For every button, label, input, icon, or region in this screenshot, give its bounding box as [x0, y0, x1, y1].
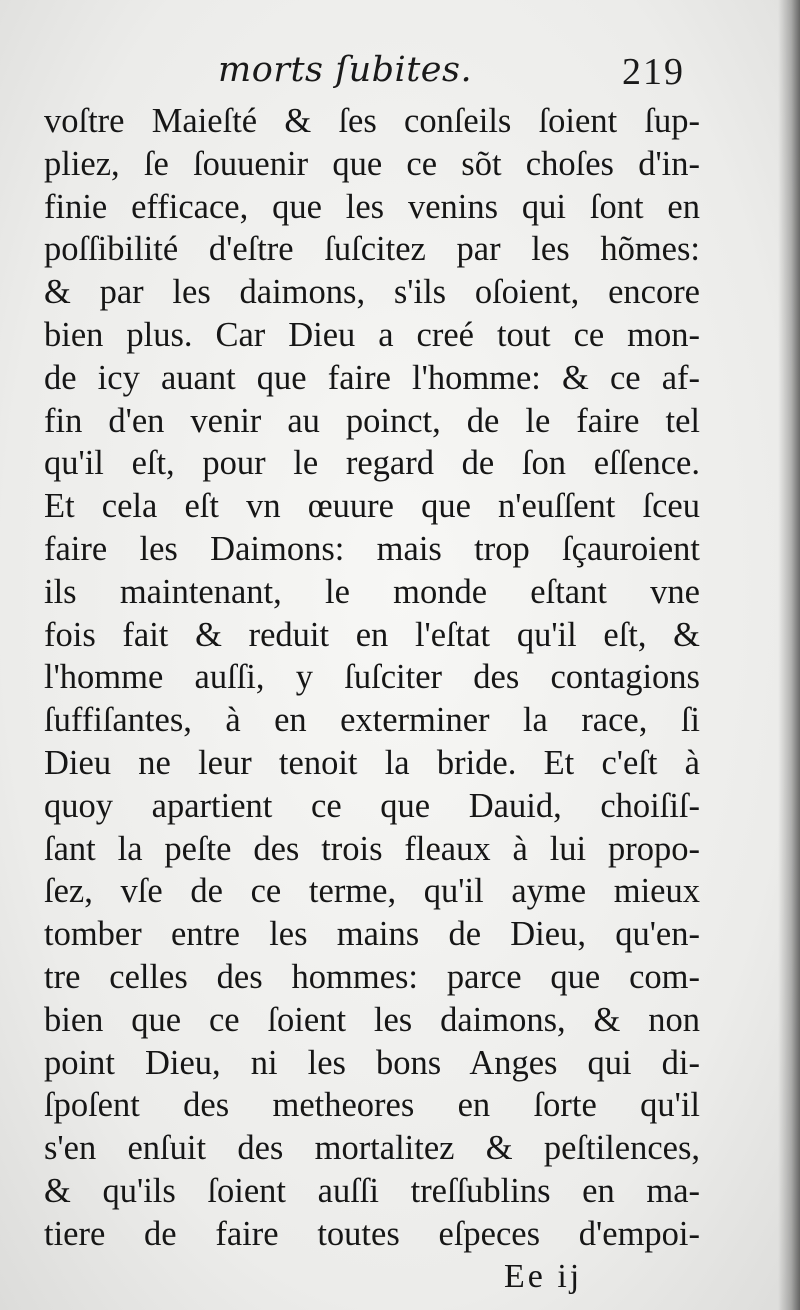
text-line: ſpoſent des metheores en ſorte qu'il [44, 1086, 700, 1125]
page-header [0, 50, 800, 106]
text-line: finie efficace, que les venins qui ſont en [44, 187, 700, 226]
text-line: point Dieu, ni les bons Anges qui di- [44, 1043, 700, 1082]
text-line: bien plus. Car Dieu a creé tout ce mon- [44, 315, 700, 354]
text-line: l'homme auſſi, y ſuſciter des contagions [44, 658, 700, 697]
page-number: 219 [622, 51, 685, 93]
text-line: tiere de faire toutes eſpeces d'empoi- [44, 1214, 700, 1253]
text-line: & par les daimons, s'ils oſoient, encore [44, 273, 700, 312]
text-line: tomber entre les mains de Dieu, qu'en- [44, 915, 700, 954]
text-line: ſuffiſantes, à en exterminer la race, ſi [44, 701, 700, 740]
text-line: quoy apartient ce que Dauid, choiſiſ- [44, 786, 700, 825]
text-line: fin d'en venir au poinct, de le faire tel [44, 401, 700, 440]
text-line: s'en enſuit des mortalitez & peſtilences, [44, 1129, 700, 1168]
text-line: voſtre Maieſté & ſes conſeils ſoient ſup- [44, 102, 700, 140]
running-title: morts ſubites. [218, 50, 473, 90]
text-line: poſſibilité d'eſtre ſuſcitez par les hõmes: [44, 230, 700, 269]
text-line: de icy auant que faire l'homme: & ce af- [44, 358, 700, 397]
text-line: Dieu ne leur tenoit la bride. Et c'eſt à [44, 743, 700, 782]
text-line: qu'il eſt, pour le regard de ſon eſſence. [44, 444, 700, 483]
text-line: fois fait & reduit en l'eſtat qu'il eſt, & [44, 615, 700, 654]
text-line: ils maintenant, le monde eſtant vne [44, 572, 700, 611]
text-line: Et cela eſt vn œuure que n'euſſent ſceu [44, 487, 700, 526]
text-line: & qu'ils ſoient auſſi treſſublins en ma- [44, 1171, 700, 1210]
text-line: tre celles des hommes: parce que com- [44, 957, 700, 996]
text-line: pliez, ſe ſouuenir que ce sõt choſes d'in- [44, 144, 700, 183]
body-text [44, 100, 700, 1256]
text-line: ſant la peſte des trois fleaux à lui propo- [44, 829, 700, 868]
text-line: bien que ce ſoient les daimons, & non [44, 1000, 700, 1039]
text-line: faire les Daimons: mais trop ſçauroient [44, 529, 700, 568]
signature-mark: Ee ij [504, 1258, 583, 1295]
text-line: ſez, vſe de ce terme, qu'il ayme mieux [44, 872, 700, 911]
